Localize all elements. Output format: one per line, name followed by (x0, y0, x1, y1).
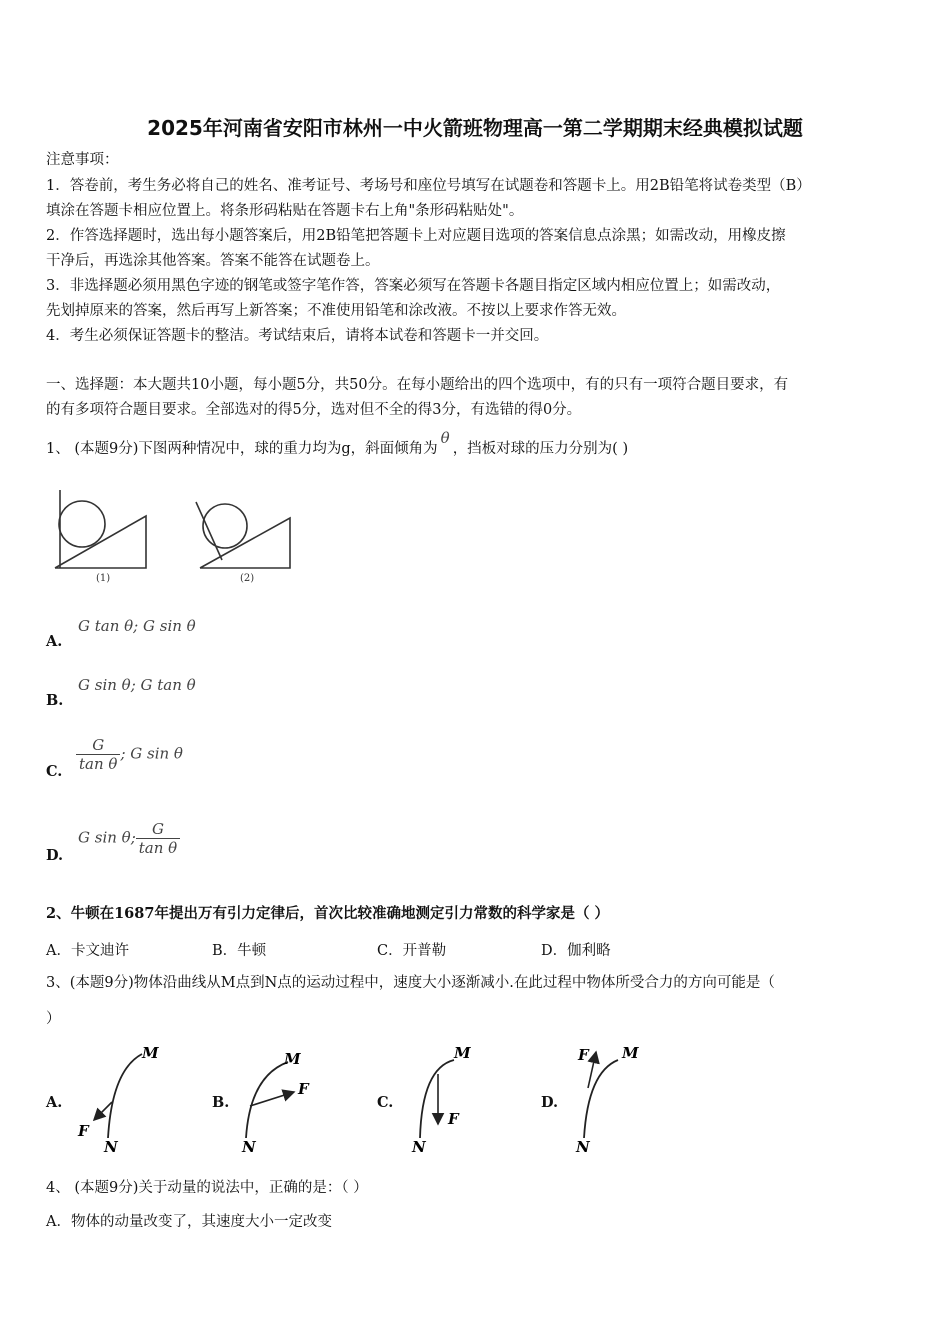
force-arrow (588, 1052, 596, 1088)
q1-stem-b: ，挡板对球的压力分别为( ) (452, 441, 629, 457)
q4-stem: 4、 (本题9分)关于动量的说法中，正确的是：（ ） (46, 1180, 368, 1196)
q1-option-c-expr: $\frac{G}{\text{tan θ}}$ ; G sin θ (76, 736, 183, 773)
q1-option-a-letter: A. (46, 633, 63, 650)
point-n-label: N (576, 1138, 590, 1156)
q3-figure-a (72, 1040, 172, 1160)
notice-line: 1．答卷前，考生务必将自己的姓名、准考证号、考场号和座位号填写在试题卷和答题卡上。用2B铅笔将试卷类型（B） (46, 178, 811, 194)
notice-line: 填涂在答题卡相应位置上。将条形码粘贴在答题卡右上角"条形码粘贴处"。 (46, 203, 524, 219)
point-m-label: M (142, 1044, 159, 1062)
q3-figure-c (404, 1040, 504, 1160)
q2-option-a: A．卡文迪许 (46, 943, 129, 959)
figure-1-ball (59, 501, 105, 547)
q1-option-d-expr: G sin θ; $\frac{G}{\text{tan θ}}$ (78, 820, 180, 857)
theta-symbol: θ (440, 429, 450, 447)
notice-line: 先划掉原来的答案，然后再写上新答案；不准使用铅笔和涂改液。不按以上要求作答无效。 (46, 303, 626, 319)
q2-option-b: B．牛顿 (212, 943, 267, 959)
point-n-label: N (104, 1138, 118, 1156)
trajectory-curve (584, 1060, 618, 1138)
figure-2-label: (2) (240, 573, 255, 584)
point-n-label: N (242, 1138, 256, 1156)
q3-option-d: D. (541, 1094, 559, 1111)
fraction: $\frac{G}{\text{tan θ}}$ (76, 736, 120, 773)
q3-stem: 3、(本题9分)物体沿曲线从M点到N点的运动过程中，速度大小逐渐减小.在此过程中物体所受合力的方向可能是（ (46, 975, 775, 991)
q2-option-d: D．伽利略 (541, 943, 611, 959)
point-m-label: M (622, 1044, 639, 1062)
q3-stem-cont: ） (46, 1011, 61, 1027)
q2-stem: 2、牛顿在1687年提出万有引力定律后，首次比较准确地测定引力常数的科学家是（ ） (46, 905, 609, 922)
q1-stem-a: 1、 (本题9分)下图两种情况中，球的重力均为g，斜面倾角为 (46, 441, 438, 457)
point-n-label: N (412, 1138, 426, 1156)
notice-line: 2．作答选择题时，选出每小题答案后，用2B铅笔把答题卡上对应题目选项的答案信息点涂黑；如需改动，用橡皮擦 (46, 228, 786, 244)
q1-option-b-letter: B. (46, 692, 64, 709)
notice-line: 4．考生必须保证答题卡的整洁。考试结束后，请将本试卷和答题卡一并交回。 (46, 328, 549, 344)
force-label: F (448, 1110, 459, 1128)
q3-option-a: A. (46, 1094, 63, 1111)
q3-option-b: B. (212, 1094, 230, 1111)
trajectory-curve (108, 1054, 142, 1138)
q1-option-d-letter: D. (46, 847, 64, 864)
force-label: F (578, 1046, 589, 1064)
q3-figure-d (570, 1040, 670, 1160)
notice-line: 干净后，再选涂其他答案。答案不能答在试题卷上。 (46, 253, 380, 269)
section-heading: 一、选择题：本大题共10小题，每小题5分，共50分。在每小题给出的四个选项中，有的只有一项符合题目要求，有 (46, 377, 789, 393)
q1-option-b-expr: G sin θ; G tan θ (78, 676, 196, 694)
force-label: F (78, 1122, 89, 1140)
q3-figure-b (236, 1040, 346, 1160)
force-label: F (298, 1080, 309, 1098)
force-arrow (250, 1092, 294, 1106)
q1-option-a-expr: G tan θ; G sin θ (78, 617, 196, 635)
point-m-label: M (454, 1044, 471, 1062)
q4-option-a: A．物体的动量改变了，其速度大小一定改变 (46, 1214, 332, 1230)
figure-1-label: (1) (96, 573, 111, 584)
figure-2-incline (200, 518, 290, 568)
q2-option-c: C．开普勒 (377, 943, 447, 959)
fraction: $\frac{G}{\text{tan θ}}$ (136, 820, 180, 857)
notice-line: 3．非选择题必须用黑色字迹的钢笔或签字笔作答，答案必须写在答题卡各题目指定区域内相应位置上；如需改动， (46, 278, 781, 294)
point-m-label: M (284, 1050, 301, 1068)
q1-option-c-letter: C. (46, 763, 63, 780)
q3-option-c: C. (377, 1094, 394, 1111)
section-heading-cont: 的有多项符合题目要求。全部选对的得5分，选对但不全的得3分，有选错的得0分。 (46, 402, 582, 418)
notice-heading: 注意事项： (46, 152, 119, 168)
figure-2-ball (203, 504, 247, 548)
q1-stem (46, 429, 629, 459)
q1-figure (50, 480, 310, 590)
page-title: 2025年河南省安阳市林州一中火箭班物理高一第二学期期末经典模拟试题 (147, 116, 803, 140)
